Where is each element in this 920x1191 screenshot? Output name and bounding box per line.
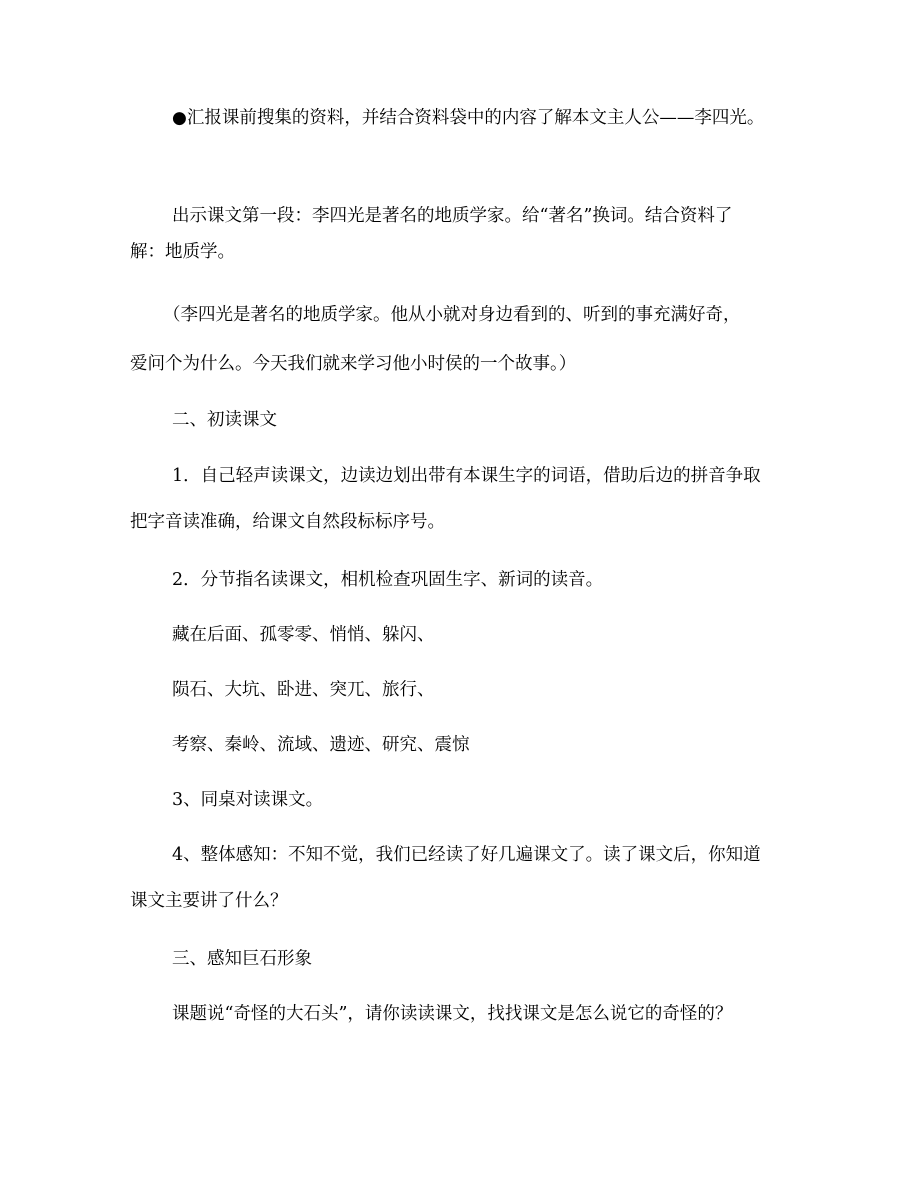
paragraph-li-siguang-intro-cont [130,356,740,374]
paragraph-step-3 [172,792,782,810]
vocab-line-2 [172,682,782,700]
vocab-line-1 [172,627,782,645]
section-heading-perceive-stone [172,951,782,969]
paragraph-text: 藏在后面、孤零零、悄悄、躲闪、 [172,625,435,645]
paragraph-text: 3、同桌对读课文。 [172,790,324,810]
paragraph-first-section-cont [130,244,740,262]
paragraph-text: 爱问个为什么。今天我们就来学习他小时侯的一个故事。） [130,354,577,374]
paragraph-text: 2．分节指名读课文，相机检查巩固生字、新词的读音。 [172,570,604,590]
paragraph-text: 考察、秦岭、流域、遗迹、研究、震惊 [172,735,470,755]
paragraph-text: 汇报课前搜集的资料，并结合资料袋中的内容了解本文主人公——李四光。 [186,108,765,128]
paragraph-li-siguang-intro [163,307,773,325]
paragraph-text: 解：地质学。 [130,242,235,262]
vocab-line-3 [172,737,782,755]
paragraph-text: 4、整体感知：不知不觉，我们已经读了好几遍课文了。读了课文后，你知道 [172,845,761,865]
paragraph-text: 把字音读准确，给课文自然段标标序号。 [130,512,445,532]
paragraph-text: 课题说“奇怪的大石头”，请你读读课文，找找课文是怎么说它的奇怪的？ [172,1004,733,1024]
paragraph-text: （李四光是著名的地质学家。他从小就对身边看到的、听到的事充满好奇， [163,305,741,325]
section-heading-initial-reading [172,412,782,430]
paragraph-step-4 [172,847,782,865]
paragraph-first-section [172,208,782,226]
paragraph-step-2 [172,572,782,590]
paragraph-question [172,1006,782,1024]
heading-text: 二、初读课文 [172,410,277,430]
paragraph-step-1 [172,468,782,486]
bullet-icon: ● [172,108,187,128]
paragraph-step-1-cont [130,514,740,532]
paragraph-text: 1．自己轻声读课文，边读边划出带有本课生字的词语，借助后边的拼音争取 [172,466,761,486]
paragraph-text: 陨石、大坑、卧进、突兀、旅行、 [172,680,435,700]
paragraph-step-4-cont [130,893,740,911]
paragraph-text: 课文主要讲了什么？ [130,891,288,911]
paragraph-text: 出示课文第一段：李四光是著名的地质学家。给“著名”换词。结合资料了 [172,206,733,226]
paragraph-resource-report [172,110,782,128]
heading-text: 三、感知巨石形象 [172,949,312,969]
